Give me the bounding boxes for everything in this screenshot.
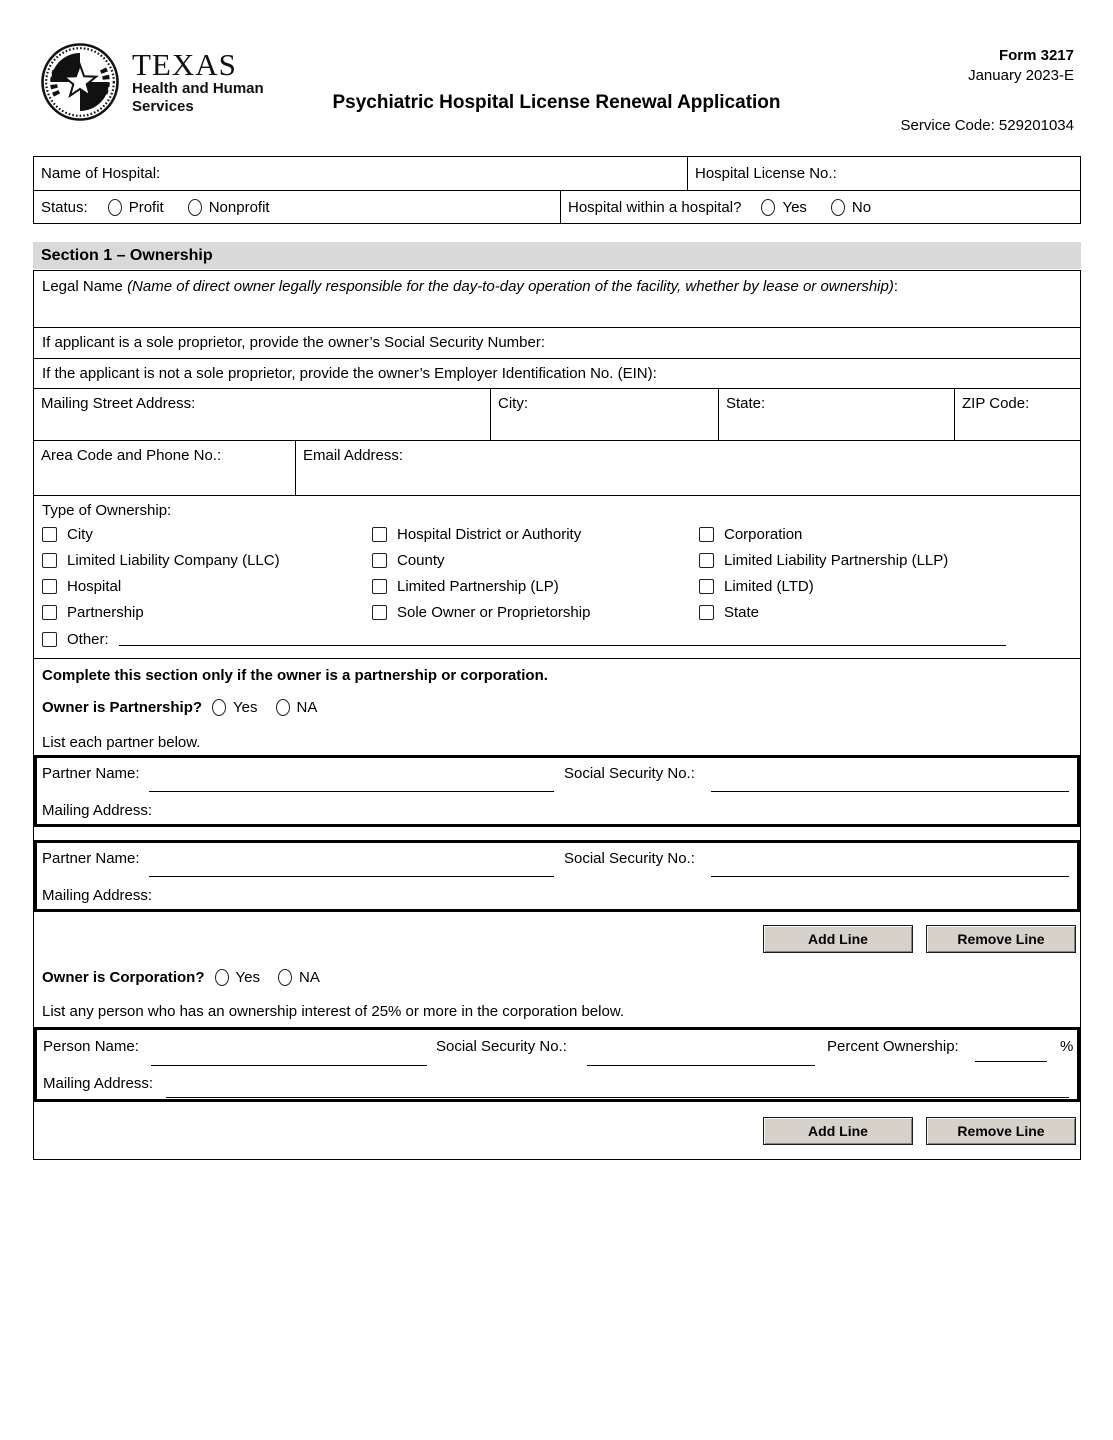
email-field[interactable] <box>296 441 1080 495</box>
checkbox-corporation-label: Corporation <box>724 526 803 543</box>
partnership-instruction: Complete this section only if the owner is a partnership or corporation. <box>42 667 548 684</box>
checkbox-partnership-label: Partnership <box>67 604 144 621</box>
checkbox-county[interactable] <box>372 553 387 568</box>
checkbox-hospital-label: Hospital <box>67 578 122 595</box>
ein-field[interactable] <box>34 359 1080 389</box>
hwh-yes-label: Yes <box>782 198 807 216</box>
checkbox-other-label: Other: <box>67 631 109 648</box>
hwh-no-label: No <box>851 198 872 216</box>
hospital-within-hospital-label: Hospital within a hospital? <box>568 198 742 216</box>
contact-row <box>34 441 1080 496</box>
partner-buttons-row <box>763 925 1076 953</box>
partner-ssn-input[interactable] <box>711 876 1069 877</box>
partner-name-label: Partner Name: <box>42 765 140 782</box>
hospital-license-no-label: Hospital License No.: <box>695 165 837 182</box>
ownership-column-1 <box>42 527 280 620</box>
partner-block-2 <box>34 840 1080 912</box>
add-line-button-partnership[interactable]: Add Line <box>763 925 913 953</box>
partnership-corporation-section <box>34 659 1080 1159</box>
checkbox-city[interactable] <box>42 527 57 542</box>
page-title: Psychiatric Hospital License Renewal Application <box>332 92 781 113</box>
zip-code-label: ZIP Code: <box>962 395 1030 412</box>
checkbox-city-label: City <box>67 526 93 543</box>
owner-is-corporation-question <box>42 969 320 986</box>
ein-label: If the applicant is not a sole proprietor, provide the owner’s Employer Identification No. (EIN): <box>42 365 657 382</box>
checkbox-state[interactable] <box>699 605 714 620</box>
hwh-no-radio[interactable] <box>831 199 845 216</box>
legal-name-field[interactable] <box>34 271 1080 328</box>
mailing-address-row <box>34 389 1080 441</box>
partner-ssn-input[interactable] <box>711 791 1069 792</box>
checkbox-ltd[interactable] <box>699 579 714 594</box>
checkbox-partnership[interactable] <box>42 605 57 620</box>
status-label: Status: <box>41 198 88 216</box>
phone-field[interactable] <box>34 441 296 495</box>
ownership-other-row <box>42 631 1068 648</box>
checkbox-sole-owner-label: Sole Owner or Proprietorship <box>397 604 591 621</box>
other-ownership-input[interactable] <box>119 645 1006 646</box>
corporation-buttons-row <box>763 1117 1076 1145</box>
owner-is-partnership-question <box>42 699 317 716</box>
status-profit-radio[interactable] <box>108 199 122 216</box>
legal-name-note: (Name of direct owner legally responsible for the day-to-day operation of the facility, whether by lease or ownership) <box>127 278 894 295</box>
partner-ssn-label: Social Security No.: <box>564 850 695 867</box>
checkbox-county-label: County <box>397 552 445 569</box>
checkbox-state-label: State <box>724 604 760 621</box>
mailing-street-address-label: Mailing Street Address: <box>41 395 196 412</box>
form-number: Form 3217 <box>998 47 1074 64</box>
percent-sign: % <box>1060 1038 1074 1055</box>
corporation-owner-block <box>34 1027 1080 1102</box>
hospital-within-hospital-field <box>561 191 1080 223</box>
logo-brand: TEXAS <box>132 46 237 82</box>
partner-name-input[interactable] <box>149 791 554 792</box>
person-ssn-input[interactable] <box>587 1065 815 1066</box>
phone-label: Area Code and Phone No.: <box>41 447 222 464</box>
type-of-ownership-row <box>34 496 1080 659</box>
checkbox-corporation[interactable] <box>699 527 714 542</box>
checkbox-hospital-district[interactable] <box>372 527 387 542</box>
partnership-na-label: NA <box>296 699 318 716</box>
checkbox-sole-owner[interactable] <box>372 605 387 620</box>
hwh-yes-radio[interactable] <box>761 199 775 216</box>
name-of-hospital-field[interactable] <box>34 157 688 190</box>
remove-line-button-corporation[interactable]: Remove Line <box>926 1117 1076 1145</box>
section1-table <box>33 270 1081 1160</box>
list-each-partner-note: List each partner below. <box>42 734 201 751</box>
hospital-info-row1 <box>34 157 1080 191</box>
checkbox-lp[interactable] <box>372 579 387 594</box>
checkbox-hospital[interactable] <box>42 579 57 594</box>
sole-proprietor-ssn-field[interactable] <box>34 328 1080 359</box>
corporation-na-label: NA <box>299 969 320 986</box>
hospital-info-row2 <box>34 191 1080 223</box>
status-field <box>34 191 561 223</box>
ownership-column-3 <box>699 527 948 620</box>
add-line-button-corporation[interactable]: Add Line <box>763 1117 913 1145</box>
partnership-yes-label: Yes <box>233 699 258 716</box>
owner-is-partnership-label: Owner is Partnership? <box>42 699 203 716</box>
corporation-na-radio[interactable] <box>278 969 292 986</box>
city-label: City: <box>498 395 528 412</box>
type-of-ownership-label: Type of Ownership: <box>42 502 172 519</box>
partnership-na-radio[interactable] <box>276 699 290 716</box>
checkbox-hospital-district-label: Hospital District or Authority <box>397 526 582 543</box>
form-meta <box>968 46 1074 87</box>
status-nonprofit-label: Nonprofit <box>208 198 270 216</box>
name-of-hospital-label: Name of Hospital: <box>41 165 161 182</box>
state-field[interactable] <box>719 389 955 440</box>
partner-mailing-label: Mailing Address: <box>42 887 153 904</box>
checkbox-llp-label: Limited Liability Partnership (LLP) <box>724 552 949 569</box>
percent-ownership-input[interactable] <box>975 1061 1047 1062</box>
checkbox-llp[interactable] <box>699 553 714 568</box>
corporation-list-note: List any person who has an ownership interest of 25% or more in the corporation below. <box>42 1003 624 1020</box>
form-date: January 2023-E <box>968 67 1074 85</box>
corporation-yes-label: Yes <box>235 969 260 986</box>
percent-ownership-label: Percent Ownership: <box>827 1038 959 1055</box>
partner-mailing-label: Mailing Address: <box>42 802 153 819</box>
zip-code-field[interactable] <box>955 389 1080 440</box>
checkbox-other[interactable] <box>42 632 57 647</box>
person-mailing-label: Mailing Address: <box>43 1075 154 1092</box>
partner-ssn-label: Social Security No.: <box>564 765 695 782</box>
section1-header: Section 1 – Ownership <box>33 242 1081 269</box>
status-profit-label: Profit <box>128 198 164 216</box>
hospital-license-no-field[interactable] <box>688 157 1080 190</box>
corporation-yes-radio[interactable] <box>215 969 229 986</box>
sole-proprietor-ssn-label: If applicant is a sole proprietor, provide the owner’s Social Security Number: <box>42 334 546 351</box>
checkbox-lp-label: Limited Partnership (LP) <box>397 578 559 595</box>
checkbox-llc-label: Limited Liability Company (LLC) <box>67 552 280 569</box>
logo-sub-line2: Services <box>132 97 194 115</box>
service-code: Service Code: 529201034 <box>900 117 1074 134</box>
legal-name-label: Legal Name <box>42 278 123 295</box>
hospital-info-table <box>33 156 1081 224</box>
person-mailing-input[interactable] <box>166 1097 1069 1098</box>
status-nonprofit-radio[interactable] <box>188 199 202 216</box>
partner-name-input[interactable] <box>149 876 554 877</box>
ownership-column-2 <box>372 527 590 620</box>
person-name-input[interactable] <box>151 1065 427 1066</box>
partner-name-label: Partner Name: <box>42 850 140 867</box>
person-name-label: Person Name: <box>43 1038 139 1055</box>
partnership-yes-radio[interactable] <box>212 699 226 716</box>
checkbox-llc[interactable] <box>42 553 57 568</box>
legal-name-colon: : <box>893 278 899 295</box>
email-label: Email Address: <box>303 447 404 464</box>
city-field[interactable] <box>491 389 719 440</box>
remove-line-button-partnership[interactable]: Remove Line <box>926 925 1076 953</box>
partner-block-1 <box>34 755 1080 827</box>
person-ssn-label: Social Security No.: <box>436 1038 567 1055</box>
owner-is-corporation-label: Owner is Corporation? <box>42 969 205 986</box>
logo-sub-line1: Health and Human <box>132 79 264 97</box>
mailing-street-address-field[interactable] <box>34 389 491 440</box>
state-label: State: <box>726 395 766 412</box>
checkbox-ltd-label: Limited (LTD) <box>724 578 814 595</box>
